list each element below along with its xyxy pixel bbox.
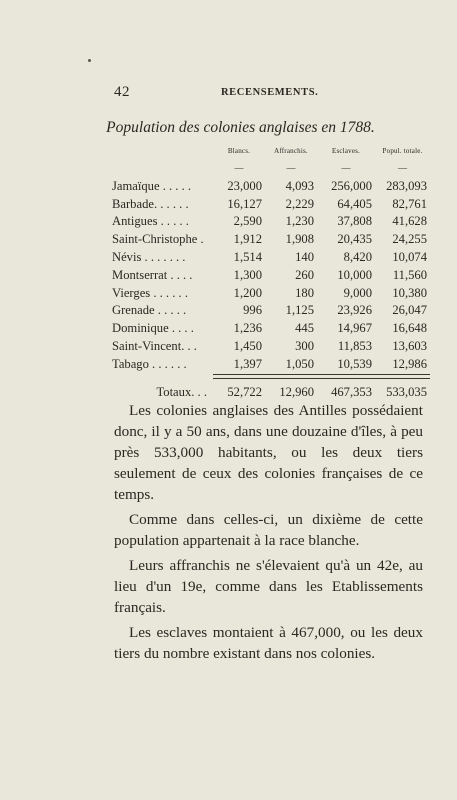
blancs-value: 996 [243,303,262,318]
table-row [112,356,430,374]
affranchis-value: 1,125 [285,303,314,318]
table-row [112,249,430,267]
esclaves-value: 10,539 [337,356,372,371]
blancs-value: 1,300 [233,267,262,282]
dash-row [112,160,430,178]
affranchis-value: 4,093 [285,178,314,193]
blancs-value: 1,912 [233,232,262,247]
paragraph: Comme dans celles-ci, un dixième de cette population appartenait à la race blanche. [114,511,423,549]
page-number: 42 [114,84,130,100]
blancs-value: 23,000 [227,178,262,193]
blancs-value: 1,450 [233,338,262,353]
table-title: Population des colonies anglaises en 1788. [106,119,375,136]
table-row [112,267,430,285]
affranchis-value: 1,050 [285,356,314,371]
blancs-value: 1,200 [233,285,262,300]
esclaves-value: 37,808 [337,214,372,229]
esclaves-value: 64,405 [337,196,372,211]
paragraph: Leurs affranchis ne s'élevaient qu'à un 42e, au lieu d'un 19e, comme dans les Etablissements français. [114,557,423,616]
table-row [112,178,430,196]
total-value: 13,603 [392,338,427,353]
esclaves-value: 9,000 [343,285,372,300]
total-value: 24,255 [392,232,427,247]
esclaves-value: 11,853 [337,338,372,353]
colony-name: Saint-Christophe . [112,232,204,247]
affranchis-value: 260 [295,267,314,282]
colony-name: Barbade. . . . . . [112,196,189,211]
paragraph: Les esclaves montaient à 467,000, ou les deux tiers du nombre existant dans nos colonies. [114,624,423,662]
colony-name: Tabago . . . . . . [112,357,187,372]
column-dash: — [341,163,351,173]
total-blancs: 52,722 [227,384,262,399]
column-dash: — [398,163,407,173]
table-row [112,231,430,249]
affranchis-value: 180 [295,285,314,300]
table-row [112,302,430,320]
total-value: 283,093 [386,178,427,193]
blancs-value: 1,514 [233,249,262,264]
totals-label: Totaux. . . [156,384,207,399]
column-header-blancs: Blancs. [227,147,251,155]
column-dash: — [234,163,244,173]
paragraph: Les colonies anglaises des Antilles possédaient donc, il y a 50 ans, dans une douzaine d'îles, à peu près 533,000 habitants, ou les deux tiers seulement de ceux des colonies françaises de ce temps. [114,402,423,503]
total-value: 41,628 [392,214,427,229]
column-header-row [112,147,430,160]
column-header-affranchis: Affranchis. [274,147,308,155]
affranchis-value: 140 [295,249,314,264]
esclaves-value: 14,967 [337,321,372,336]
total-value: 10,074 [392,249,427,264]
colony-name: Montserrat . . . . [112,267,193,282]
colony-name: Grenade . . . . . [112,303,187,318]
colony-name: Dominique . . . . [112,321,194,336]
population-table [112,147,430,405]
affranchis-value: 1,230 [285,214,314,229]
total-value: 26,047 [392,303,427,318]
affranchis-value: 1,908 [285,232,314,247]
page-header [114,84,384,104]
colony-name: Névis . . . . . . . [112,249,186,264]
body-text [114,400,423,668]
table-row [112,338,430,356]
colony-name: Antigues . . . . . [112,214,189,229]
esclaves-value: 8,420 [343,249,372,264]
column-header-esclaves: Esclaves. [331,147,361,155]
total-value: 82,761 [392,196,427,211]
blancs-value: 2,590 [233,214,262,229]
affranchis-value: 2,229 [285,196,314,211]
affranchis-value: 300 [295,338,314,353]
blancs-value: 16,127 [227,196,262,211]
column-dash: — [286,163,296,173]
table-row [112,320,430,338]
colony-name: Saint-Vincent. . . [112,338,197,353]
blancs-value: 1,236 [233,321,262,336]
total-value: 11,560 [392,267,427,282]
column-header-total: Popul. totale. [382,147,423,155]
esclaves-value: 23,926 [337,303,372,318]
total-esclaves: 467,353 [331,384,372,399]
total-value: 10,380 [392,285,427,300]
total-affranchis: 12,960 [279,384,314,399]
table-row [112,213,430,231]
table-body [112,178,430,374]
table-row [112,285,430,303]
total-population: 533,035 [386,384,427,399]
total-value: 16,648 [392,321,427,336]
colony-name: Vierges . . . . . . [112,285,188,300]
running-head: RECENSEMENTS. [221,87,319,98]
esclaves-value: 10,000 [337,267,372,282]
affranchis-value: 445 [295,321,314,336]
esclaves-value: 20,435 [337,232,372,247]
colony-name: Jamaïque . . . . . [112,178,192,193]
blancs-value: 1,397 [233,356,262,371]
esclaves-value: 256,000 [331,178,372,193]
table-row [112,196,430,214]
total-value: 12,986 [392,356,427,371]
ink-speck [88,59,91,62]
colony-column-header [112,147,213,160]
